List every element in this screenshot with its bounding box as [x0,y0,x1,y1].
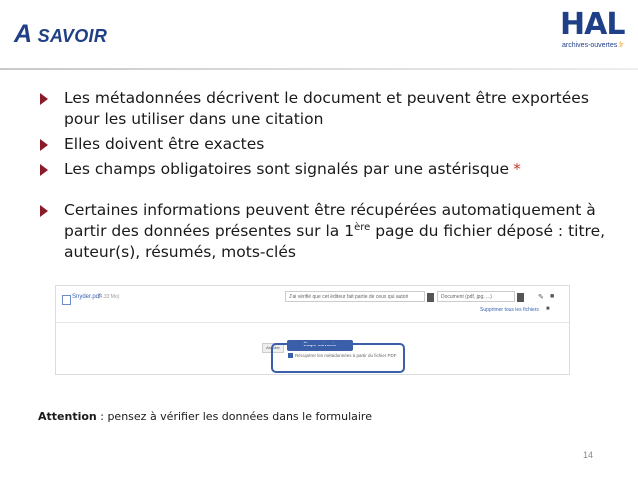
chevron-down-icon[interactable] [427,293,434,302]
remove-all-files-link[interactable]: Supprimer tous les fichiers [480,307,539,313]
file-icon [62,295,71,305]
bullet-text-after: page du fichier déposé : titre, auteur(s), résumés, mots-clés [64,222,606,261]
bullet-text: Elles doivent être exactes [64,135,265,153]
file-name-link[interactable]: Snyder.pdf [72,294,101,300]
type-select[interactable]: Document (pdf, jpg, ...) [437,291,515,302]
chevron-down-icon[interactable] [517,293,524,302]
bullet-item [38,88,628,130]
bullet-list [38,88,628,263]
highlight-box [271,343,405,373]
bullet-text: Certaines informations peuvent être récupérées automatiquement à partir des données présentes sur la 1 [64,201,596,240]
superscript: ère [354,221,371,233]
slide-title-rest: SAVOIR [32,26,108,46]
trash-icon[interactable]: ■ [546,306,550,312]
attention-text: : pensez à vérifier les données dans le formulaire [96,410,372,423]
checkbox-label: Récupérer les métadonnées à partir du fichier PDF [295,353,397,358]
hal-logo [560,7,630,50]
arrow-bullet-icon [40,93,48,105]
trash-icon[interactable]: ■ [550,293,555,300]
slide-title [14,20,107,49]
bullet-text: Les champs obligatoires sont signalés par une astérisque [64,160,510,178]
bullet-item [38,134,628,155]
file-row [56,286,569,323]
hal-tagline-text: archives-ouvertes [562,42,618,49]
asterisk-mark: * [513,160,521,178]
cancel-button[interactable]: Annuler [262,343,284,353]
file-size: (4.33 Mo) [98,294,120,300]
attention-note [38,410,372,423]
bullet-item [38,200,628,263]
page-number: 14 [583,450,594,460]
arrow-bullet-icon [40,139,48,151]
hal-logo-name: HAL [560,7,625,42]
bullet-text: Les métadonnées décrivent le document et peuvent être exportées pour les utiliser dans une citation [64,89,589,128]
bullet-item [38,159,628,180]
hal-logo-tagline [562,42,623,49]
attention-label: Attention [38,410,97,423]
next-step-button[interactable]: Étape suivante [287,340,353,351]
header-divider [0,68,638,70]
arrow-bullet-icon [40,205,48,217]
slide-title-initial: A [14,20,33,48]
pencil-icon[interactable]: ✎ [538,294,544,301]
hal-tagline-tld: .fr [617,42,624,49]
arrow-bullet-icon [40,164,48,176]
origin-select[interactable]: J'ai vérifié que cet éditeur fait partie de ceux qui autori [285,291,425,302]
